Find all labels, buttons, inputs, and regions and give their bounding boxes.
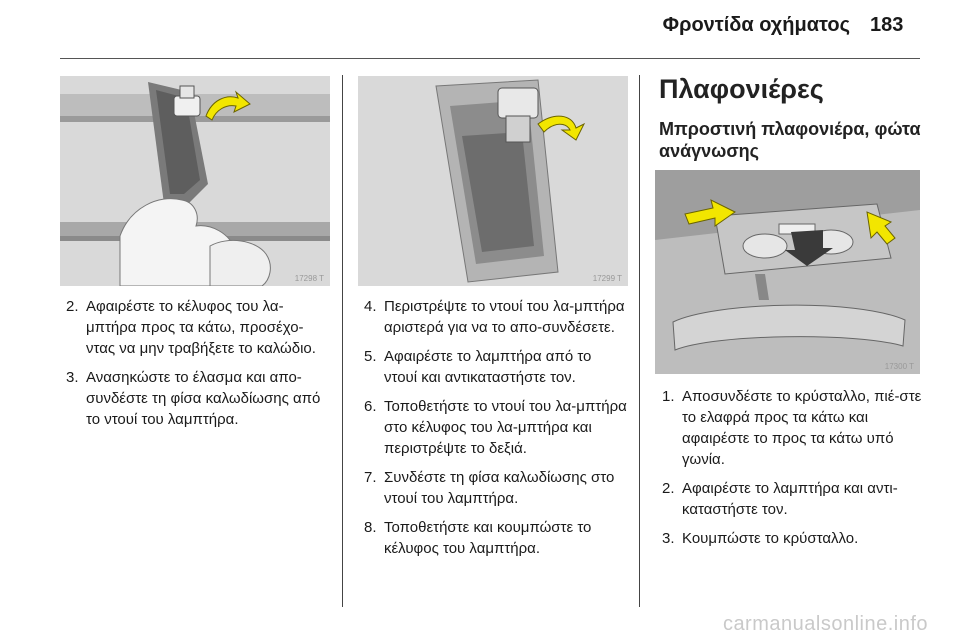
section-title: Πλαφονιέρες <box>659 74 824 104</box>
page-number: 183 <box>870 14 904 36</box>
step-text: Αφαιρέστε το λαμπτήρα και αντι-καταστήστε τον. <box>682 480 898 518</box>
column-divider <box>639 75 640 607</box>
step-text: Αφαιρέστε το κέλυφος του λα-μπτήρα προς τα κάτω, προσέχο-ντας να μην τραβήξετε το καλώδιο. <box>86 298 316 357</box>
instruction-step <box>364 346 628 388</box>
figure-reference-label: 17300 T <box>884 362 914 371</box>
instruction-list <box>364 296 628 567</box>
step-text: Αποσυνδέστε το κρύσταλλο, πιέ-στε το ελαφρά προς τα κάτω και αφαιρέστε το προς τα κάτω υπό γωνία. <box>682 388 922 468</box>
instruction-step <box>662 478 924 520</box>
step-text: Κουμπώστε το κρύσταλλο. <box>682 530 859 547</box>
step-number: 6. <box>364 398 377 415</box>
step-number: 8. <box>364 519 377 536</box>
instruction-step <box>364 517 628 559</box>
instruction-step <box>364 296 628 338</box>
step-number: 5. <box>364 348 377 365</box>
step-number: 1. <box>662 388 675 405</box>
page-header-title: Φροντίδα οχήματος <box>662 14 850 36</box>
instruction-step <box>662 528 924 549</box>
figure-bulb-holder-rotation <box>358 76 628 286</box>
step-number: 4. <box>364 298 377 315</box>
bulb-holder-illustration <box>358 76 628 286</box>
step-text: Ανασηκώστε το έλασμα και απο-συνδέστε τη φίσα καλωδίωσης από το ντουί του λαμπτήρα. <box>86 369 321 428</box>
dome-light-illustration <box>655 170 920 374</box>
step-number: 7. <box>364 469 377 486</box>
step-number: 3. <box>662 530 675 547</box>
instruction-step <box>364 396 628 459</box>
figure-reference-label: 17298 T <box>294 274 324 283</box>
header-divider <box>60 58 920 59</box>
step-text: Τοποθετήστε το ντουί του λα-μπτήρα στο κέλυφος του λα-μπτήρα και περιστρέψτε το δεξιά. <box>384 398 627 457</box>
figure-lamp-housing-removal <box>60 76 330 286</box>
instruction-list <box>662 386 924 557</box>
lamp-housing-illustration <box>60 76 330 286</box>
instruction-step <box>364 467 628 509</box>
instruction-step <box>66 367 330 430</box>
instruction-step <box>662 386 924 470</box>
step-text: Αφαιρέστε το λαμπτήρα από το ντουί και αντικαταστήστε τον. <box>384 348 592 386</box>
step-text: Περιστρέψτε το ντουί του λα-μπτήρα αριστερά για να το απο-συνδέσετε. <box>384 298 625 336</box>
step-text: Συνδέστε τη φίσα καλωδίωσης στο ντουί του λαμπτήρα. <box>384 469 615 507</box>
step-number: 2. <box>662 480 675 497</box>
figure-reference-label: 17299 T <box>592 274 622 283</box>
step-number: 3. <box>66 369 79 386</box>
figure-dome-light <box>655 170 920 374</box>
step-text: Τοποθετήστε και κουμπώστε το κέλυφος του λαμπτήρα. <box>384 519 592 557</box>
watermark: carmanualsonline.info <box>722 613 928 635</box>
column-divider <box>342 75 343 607</box>
instruction-list <box>66 296 330 438</box>
subsection-title: Μπροστινή πλαφονιέρα, φώτα ανάγνωσης <box>659 119 921 161</box>
instruction-step <box>66 296 330 359</box>
step-number: 2. <box>66 298 79 315</box>
